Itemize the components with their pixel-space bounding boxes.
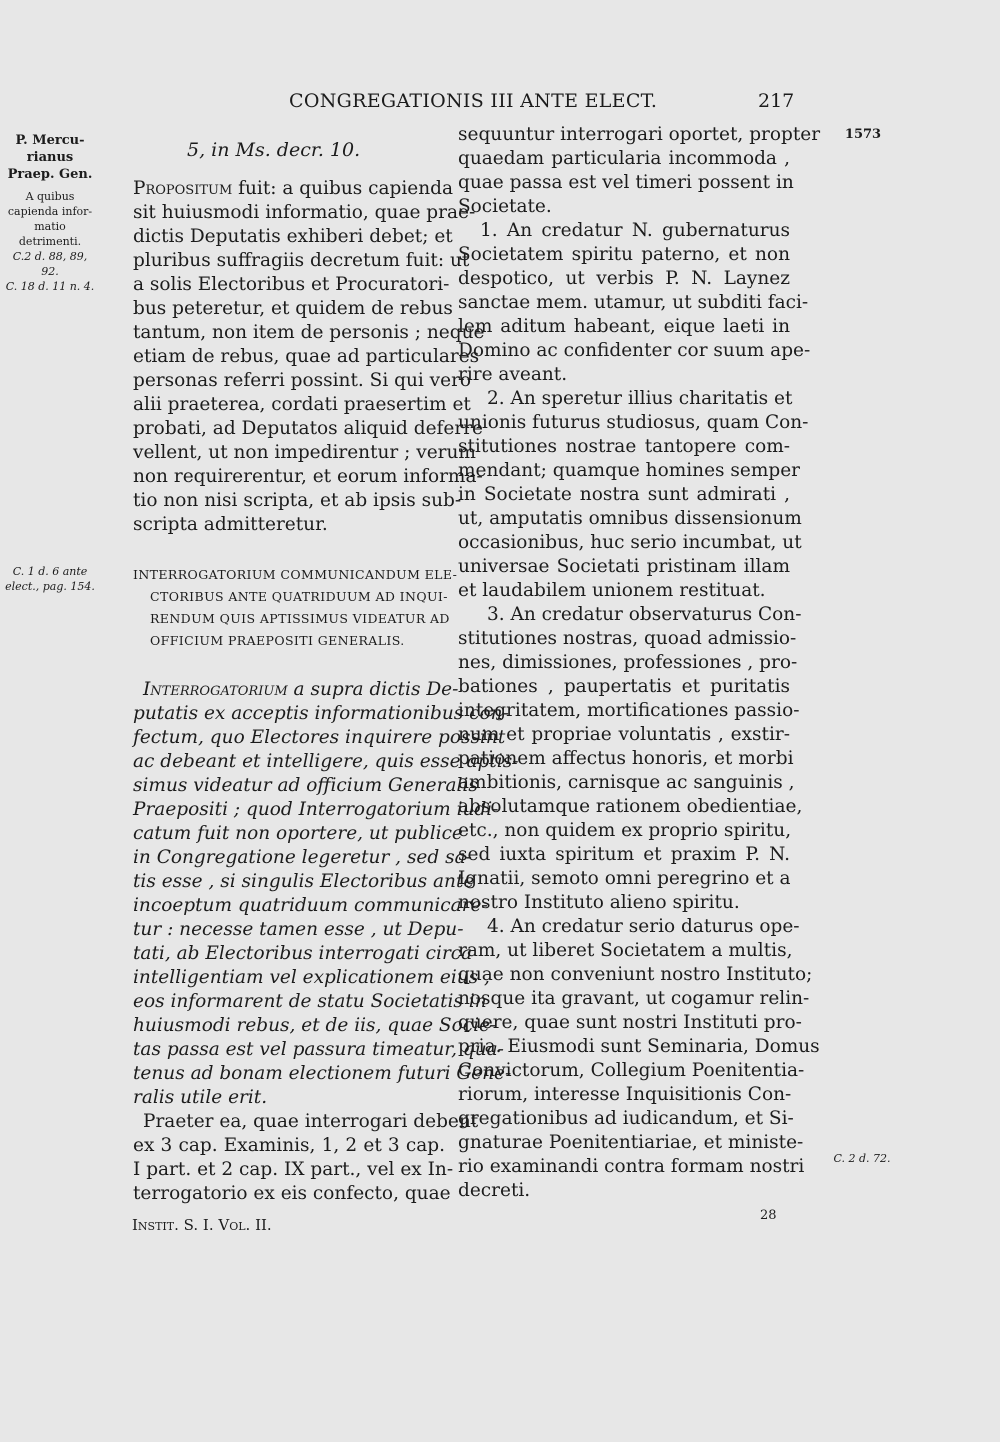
paragraph-line: quaedam particularia incommoda ,: [458, 148, 790, 169]
paragraph-line: ram, ut liberet Societatem a multis,: [458, 940, 793, 961]
margin-note-line-3: matio: [34, 220, 66, 233]
paragraph-line: probati, ad Deputatos aliquid deferre: [133, 418, 483, 439]
margin-ref-line-2: C. 18 d. 11 n. 4.: [5, 280, 95, 293]
paragraph-line: Societate.: [458, 196, 552, 217]
paragraph-line: incoeptum quatriduum communicare-: [133, 895, 488, 916]
paragraph-line: Praeter ea, quae interrogari debent: [143, 1111, 479, 1132]
paragraph-line: etc., non quidem ex proprio spiritu,: [458, 820, 792, 841]
paragraph-line: quae passa est vel timeri possent in: [458, 172, 794, 193]
paragraph-line: gregationibus ad iudicandum, et Si-: [458, 1108, 794, 1129]
margin-note-line-2: capienda infor-: [7, 205, 93, 218]
paragraph-line: ralis utile erit.: [133, 1087, 268, 1108]
margin-year: 1573: [844, 127, 882, 142]
paragraph-line: universae Societati pristinam illam: [458, 556, 790, 577]
paragraph-line: tati, ab Electoribus interrogati circa: [133, 943, 473, 964]
paragraph-line: nostro Instituto alieno spiritu.: [458, 892, 740, 913]
paragraph-line: Convictorum, Collegium Poenitentia-: [458, 1060, 805, 1081]
paragraph-line: ex 3 cap. Examinis, 1, 2 et 3 cap.: [133, 1135, 445, 1156]
paragraph-line: non requirerentur, et eorum informa-: [133, 466, 483, 487]
margin-name-line-2: rianus: [26, 150, 74, 165]
paragraph-line: quere, quae sunt nostri Instituti pro-: [458, 1012, 802, 1033]
section-heading-line: RENDUM QUIS APTISSIMUS VIDEATUR AD: [150, 611, 450, 626]
paragraph-line: tio non nisi scripta, et ab ipsis sub-: [133, 490, 462, 511]
paragraph-line: Domino ac confidenter cor suum ape-: [458, 340, 811, 361]
paragraph-line: pationem affectus honoris, et morbi: [458, 748, 794, 769]
paragraph-line: Societatem spiritu paterno, et non: [458, 244, 790, 265]
paragraph-line: terrogatorio ex eis confecto, quae: [133, 1183, 451, 1204]
paragraph-line: pluribus suffragiis decretum fuit: ut: [133, 250, 470, 271]
paragraph-line: in Congregatione legeretur , sed sa-: [133, 847, 472, 868]
paragraph-line: ambitionis, carnisque ac sanguinis ,: [458, 772, 795, 793]
paragraph-line: nes, dimissiones, professiones , pro-: [458, 652, 798, 673]
paragraph-line: fectum, quo Electores inquirere possint: [133, 727, 506, 748]
paragraph-line: tis esse , si singulis Electoribus ante: [133, 871, 475, 892]
paragraph-line: decreti.: [458, 1180, 531, 1201]
paragraph-line: huiusmodi rebus, et de iis, quae Socie-: [133, 1015, 497, 1036]
paragraph-line: catum fuit non oportere, ut publice: [133, 823, 463, 844]
paragraph-line: pria. Eiusmodi sunt Seminaria, Domus: [458, 1036, 820, 1057]
margin-note-line-4: detrimenti.: [18, 235, 82, 248]
margin-note-line-1: A quibus: [25, 190, 75, 203]
paragraph-line: tas passa est vel passura timeatur, qua-: [133, 1039, 504, 1060]
paragraph-line: num et propriae voluntatis , exstir-: [458, 724, 790, 745]
paragraph-line: scripta admitteretur.: [133, 514, 328, 535]
paragraph-line: tur : necesse tamen esse , ut Depu-: [133, 919, 464, 940]
paragraph-line: tenus ad bonam electionem futuri Gene-: [133, 1063, 512, 1084]
paragraph-line: stitutiones nostras, quoad admissio-: [458, 628, 797, 649]
margin-office: Praep. Gen.: [7, 167, 93, 182]
small-caps-word: Propositum: [133, 178, 233, 199]
paragraph-line: dictis Deputatis exhiberi debet; et: [133, 226, 453, 247]
paragraph-line: rio examinandi contra formam nostri: [458, 1156, 805, 1177]
page-number: 217: [758, 90, 795, 112]
margin-note-author: [4, 132, 96, 294]
paragraph-line: 1. An credatur N. gubernaturus: [480, 220, 790, 241]
paragraph-line: putatis ex acceptis informationibus con-: [133, 703, 509, 724]
paragraph-line: et laudabilem unionem restituat.: [458, 580, 766, 601]
paragraph-line: 4. An credatur serio daturus ope-: [487, 916, 800, 937]
paragraph-line: gnaturae Poenitentiariae, et ministe-: [458, 1132, 804, 1153]
margin-mid-ref-line-2: elect., pag. 154.: [5, 580, 95, 593]
margin-right-ref: C. 2 d. 72.: [833, 1152, 891, 1165]
paragraph-line: 2. An speretur illius charitatis et: [487, 388, 793, 409]
running-head: CONGREGATIONIS III ANTE ELECT.: [289, 90, 658, 112]
paragraph-line: nosque ita gravant, ut cogamur relin-: [458, 988, 810, 1009]
paragraph-line: ut, amputatis omnibus dissensionum: [458, 508, 802, 529]
paragraph-line: eos informarent de statu Societatis in: [133, 991, 487, 1012]
paragraph-line: ac debeant et intelligere, quis esse aptis-: [133, 751, 519, 772]
paragraph-line: I part. et 2 cap. IX part., vel ex In-: [133, 1159, 454, 1180]
paragraph-line: unionis futurus studiosus, quam Con-: [458, 412, 809, 433]
decree-reference: 5, in Ms. decr. 10.: [187, 139, 361, 161]
section-heading-line: CTORIBUS ANTE QUATRIDUUM AD INQUI-: [150, 589, 448, 604]
paragraph-line: lem aditum habeant, eique laeti in: [458, 316, 790, 337]
paragraph-line: 3. An credatur observaturus Con-: [487, 604, 802, 625]
signature-mark: 28: [760, 1208, 777, 1223]
paragraph-line: quae non conveniunt nostro Instituto;: [458, 964, 813, 985]
paragraph-line: etiam de rebus, quae ad particulares: [133, 346, 480, 367]
section-heading-line: INTERROGATORIUM COMMUNICANDUM ELE-: [133, 567, 458, 582]
paragraph-line: Ignatii, semoto omni peregrino et a: [458, 868, 791, 889]
paragraph-line: sequuntur interrogari oportet, propter: [458, 124, 821, 145]
paragraph-line: bus peteretur, et quidem de rebus: [133, 298, 453, 319]
paragraph-line: mendant; quamque homines semper: [458, 460, 801, 481]
paragraph-line: stitutiones nostrae tantopere com-: [458, 436, 790, 457]
margin-mid-ref-line-1: C. 1 d. 6 ante: [12, 565, 88, 578]
paragraph-line: integritatem, mortificationes passio-: [458, 700, 800, 721]
small-caps-word: Interrogatorium: [143, 679, 288, 700]
paragraph-line: Interrogatorium a supra dictis De-: [143, 679, 459, 700]
margin-note-reference: [4, 564, 96, 594]
paragraph-line: tantum, non item de personis ; neque: [133, 322, 485, 343]
paragraph-line: occasionibus, huc serio incumbat, ut: [458, 532, 802, 553]
paragraph-line: alii praeterea, cordati praesertim et: [133, 394, 471, 415]
paragraph-line: Propositum fuit: a quibus capienda: [133, 178, 453, 199]
margin-name-line-1: P. Mercu-: [15, 133, 85, 148]
footer-volume: Instit. S. I. Vol. II.: [132, 1216, 272, 1234]
paragraph-line: vellent, ut non impedirentur ; verum: [133, 442, 476, 463]
paragraph-line: bationes , paupertatis et puritatis: [458, 676, 790, 697]
paragraph-line: personas referri possint. Si qui vero: [133, 370, 472, 391]
paragraph-line: in Societate nostra sunt admirati ,: [458, 484, 790, 505]
paragraph-line: intelligentiam vel explicationem eius ,: [133, 967, 490, 988]
paragraph-line: riorum, interesse Inquisitionis Con-: [458, 1084, 792, 1105]
paragraph-line: despotico, ut verbis P. N. Laynez: [458, 268, 790, 289]
section-heading-line: OFFICIUM PRAEPOSITI GENERALIS.: [150, 633, 405, 648]
paragraph-line: simus videatur ad officium Generalis: [133, 775, 478, 796]
paragraph-line: sit huiusmodi informatio, quae prae-: [133, 202, 476, 223]
paragraph-line: sed iuxta spiritum et praxim P. N.: [458, 844, 790, 865]
margin-ref-line-1: C.2 d. 88, 89, 92.: [12, 250, 88, 278]
paragraph-line: rire aveant.: [458, 364, 568, 385]
paragraph-line: sanctae mem. utamur, ut subditi faci-: [458, 292, 809, 313]
paragraph-line: Praepositi ; quod Interrogatorium iudi-: [133, 799, 499, 820]
paragraph-line: absolutamque rationem obedientiae,: [458, 796, 803, 817]
paragraph-line: a solis Electoribus et Procuratori-: [133, 274, 450, 295]
